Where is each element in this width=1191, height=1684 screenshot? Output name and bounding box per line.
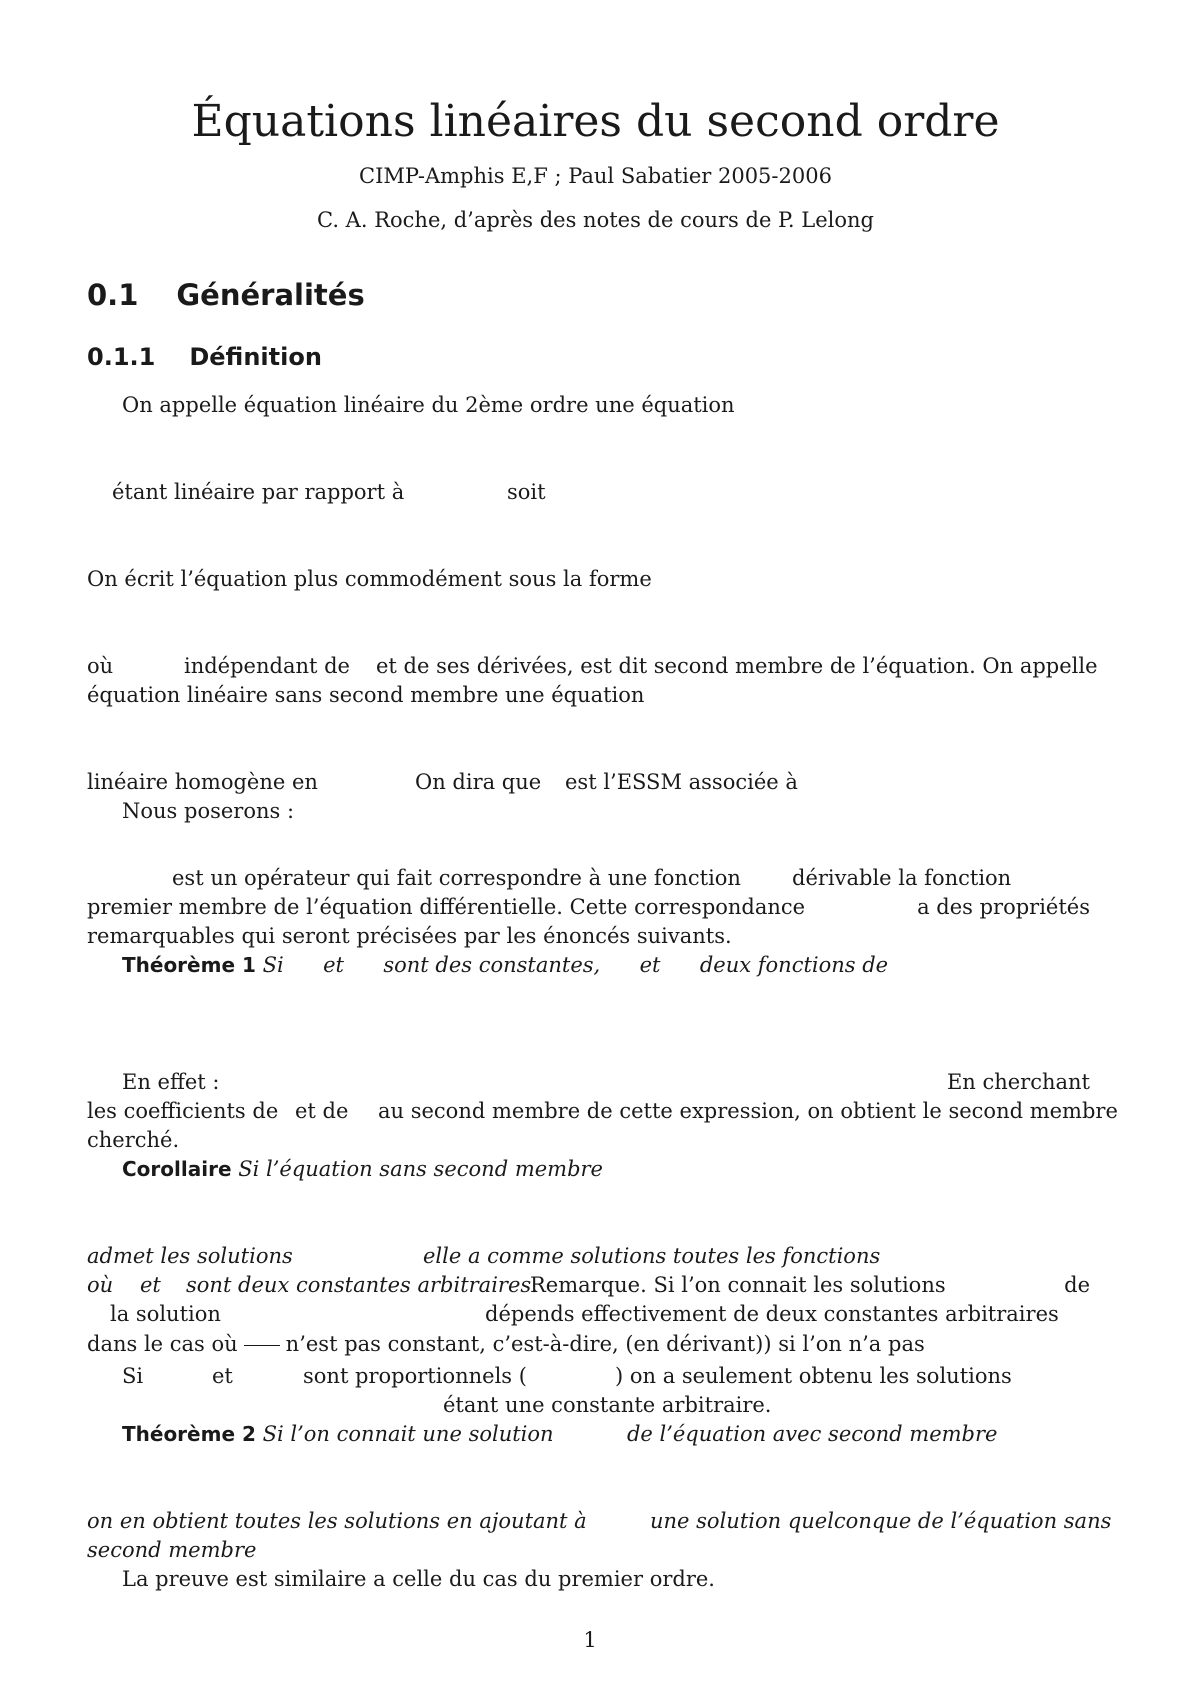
subsection-title: Définition: [189, 343, 322, 371]
paragraph-line: où: [87, 654, 114, 678]
paragraph-line: On écrit l’équation plus commodément sous la forme: [87, 567, 652, 591]
paragraph-line: sont proportionnels (: [303, 1364, 527, 1388]
paragraph-line: En cherchant: [946, 1070, 1090, 1094]
paragraph-line: second membre: [87, 1538, 257, 1562]
paragraph-line: et: [212, 1364, 233, 1388]
theorem-2: [122, 1422, 997, 1446]
paragraph-line: et de ses dérivées, est dit second membre de l’équation. On appelle: [376, 654, 1098, 678]
paragraph-line: Remarque. Si l’on connait les solutions: [530, 1273, 946, 1297]
theorem-1-text: et: [639, 953, 661, 977]
paragraph-text: dans le cas où: [87, 1332, 238, 1356]
paragraph-line: sont deux constantes arbitraires.: [186, 1273, 538, 1297]
section-title: Généralités: [176, 278, 365, 312]
paragraph-line: elle a comme solutions toutes les fonctions: [423, 1244, 881, 1268]
document-title: Équations linéaires du second ordre: [191, 96, 1000, 147]
theorem-1-text: et: [323, 953, 344, 977]
paragraph-line: cherché.: [87, 1128, 180, 1152]
paragraph-line: La preuve est similaire a celle du cas du premier ordre.: [122, 1567, 715, 1591]
paragraph-line: les coefficients de: [87, 1099, 279, 1123]
subsection-number: 0.1.1: [87, 343, 156, 371]
corollary-label: Corollaire: [122, 1157, 232, 1181]
paragraph-line: soit: [507, 480, 546, 504]
paragraph-line: [87, 1332, 925, 1356]
document-author: C. A. Roche, d’après des notes de cours de P. Lelong: [317, 208, 874, 232]
paragraph-line: On appelle équation linéaire du 2ème ordre une équation: [122, 393, 735, 417]
theorem-2-label: Théorème 2: [122, 1422, 256, 1446]
theorem-2-text: Si l’on connait une solution: [262, 1422, 554, 1446]
corollary-text: Si l’équation sans second membre: [238, 1157, 603, 1181]
paragraph-line: de: [1064, 1273, 1090, 1297]
page-number: 1: [583, 1628, 597, 1652]
paragraph-line: est l’ESSM associée à: [565, 770, 798, 794]
paragraph-line: On dira que: [415, 770, 542, 794]
paragraph-line: et de: [295, 1099, 349, 1123]
paragraph-line: on en obtient toutes les solutions en ajoutant à: [87, 1509, 587, 1533]
paragraph-line: au second membre de cette expression, on obtient le second membre: [378, 1099, 1118, 1123]
paragraph-line: ) on a seulement obtenu les solutions: [615, 1364, 1012, 1388]
theorem-1-text: sont des constantes,: [383, 953, 601, 977]
document-subtitle: CIMP-Amphis E,F ; Paul Sabatier 2005-2006: [359, 164, 832, 188]
subsection-heading: [87, 343, 322, 371]
paragraph-line: remarquables qui seront précisées par les énoncés suivants.: [87, 924, 732, 948]
paragraph-line: a des propriétés: [917, 895, 1090, 919]
paragraph-line: une solution quelconque de l’équation sans: [650, 1509, 1112, 1533]
theorem-1-label: Théorème 1: [122, 953, 256, 977]
paragraph-line: où: [87, 1273, 114, 1297]
paragraph-line: premier membre de l’équation différentielle. Cette correspondance: [87, 895, 806, 919]
theorem-1-text: deux fonctions de: [699, 953, 889, 977]
paragraph-line: En effet :: [122, 1070, 220, 1094]
paragraph-line: est un opérateur qui fait correspondre à une fonction: [172, 866, 741, 890]
paragraph-line: et: [140, 1273, 161, 1297]
theorem-1: [122, 953, 888, 977]
theorem-2-text: de l’équation avec second membre: [626, 1422, 998, 1446]
paragraph-line: étant une constante arbitraire.: [443, 1393, 772, 1417]
paragraph-line: Si: [122, 1364, 144, 1388]
paragraph-line: indépendant de: [184, 654, 350, 678]
paragraph-line: équation linéaire sans second membre une équation: [87, 683, 645, 707]
paragraph-text: n’est pas constant, c’est-à-dire, (en dérivant)) si l’on n’a pas: [285, 1332, 925, 1356]
corollary: [122, 1157, 603, 1181]
section-number: 0.1: [87, 278, 139, 312]
fraction-bar: [244, 1345, 280, 1346]
paragraph-line: la solution: [110, 1302, 221, 1326]
paragraph-line: dérivable la fonction: [792, 866, 1012, 890]
paragraph-line: étant linéaire par rapport à: [112, 480, 405, 504]
paragraph-line: linéaire homogène en: [87, 770, 318, 794]
paragraph-line: admet les solutions: [87, 1244, 293, 1268]
paragraph-line: dépends effectivement de deux constantes arbitraires: [485, 1302, 1059, 1326]
paragraph-line: Nous poserons :: [122, 799, 295, 823]
theorem-1-text: Si: [262, 953, 284, 977]
section-heading: [87, 278, 365, 312]
